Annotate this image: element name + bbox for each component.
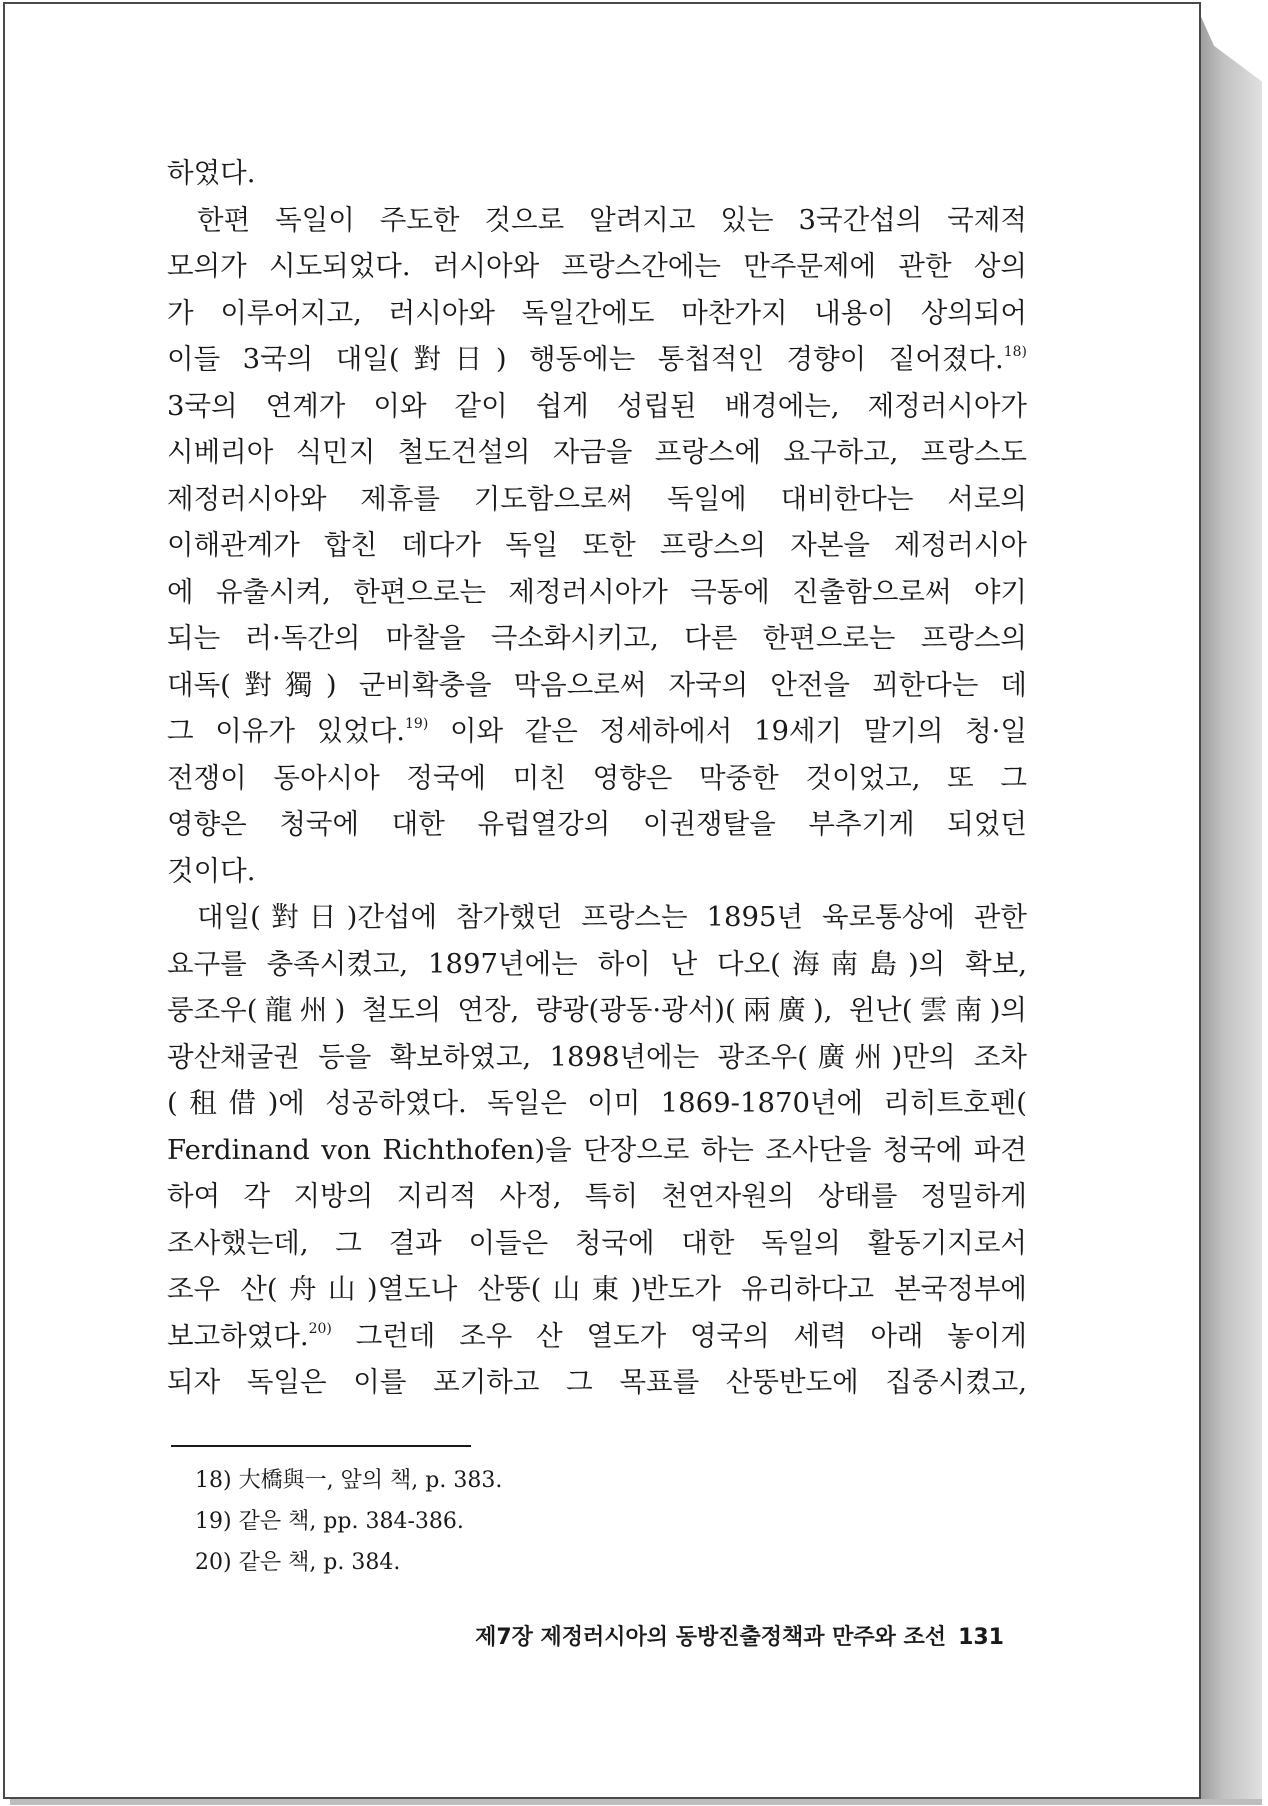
text-segment: 이와 같은 정세하에서 19세기 말기의 청·일: [428, 715, 1027, 747]
footnote-divider: [171, 1445, 471, 1447]
text-line: 하여 각 지방의 지리적 사정, 특히 천연자원의 상태를 정밀하게: [167, 1180, 1027, 1212]
text-line: 전쟁이 동아시아 정국에 미친 영향은 막중한 것이었고, 또 그: [167, 761, 1027, 794]
text-segment: 그 이유가 있었다.: [167, 715, 406, 747]
text-line: 모의가 시도되었다. 러시아와 프랑스간에는 만주문제에 관한 상의: [167, 250, 1027, 282]
running-footer: [390, 1620, 1004, 1651]
text-line: 이해관계가 합친 데다가 독일 또한 프랑스의 자본을 제정러시아: [167, 529, 1027, 561]
footnote-19: 19) 같은 책, pp. 384-386.: [195, 1509, 464, 1534]
text-line: 광산채굴권 등을 확보하였고, 1898년에는 광조우(廣州)만의 조차: [167, 1040, 1027, 1073]
text-line: 룽조우(龍州) 철도의 연장, 량광(광동·광서)(兩廣), 윈난(雲南)의: [167, 994, 1027, 1026]
text-line: 대독(對獨) 군비확충을 막음으로써 자국의 안전을 꾀한다는 데: [167, 668, 1027, 701]
text-line: [167, 336, 1027, 383]
text-segment: 보고하였다.: [167, 1319, 309, 1352]
text-segment: 이들 3국의 대일(對日) 행동에는 통첩적인 경향이 짙어졌다.: [167, 343, 1004, 375]
text-line: 제정러시아와 제휴를 기도함으로써 독일에 대비한다는 서로의: [167, 482, 1027, 515]
text-line: 되는 러·독간의 마찰을 극소화시키고, 다른 한편으로는 프랑스의: [167, 622, 1027, 654]
text-line: Ferdinand von Richthofen)을 단장으로 하는 조사단을 청국에 파견: [167, 1133, 1027, 1166]
footnote-ref-20: 20): [308, 1320, 332, 1337]
text-line: [167, 1313, 1027, 1360]
text-line: 하였다.: [167, 157, 256, 189]
footnotes: [195, 1460, 502, 1583]
text-line: 요구를 충족시켰고, 1897년에는 하이 난 다오(海南島)의 확보,: [167, 947, 1027, 980]
text-segment: 그런데 조우 산 열도가 영국의 세력 아래 놓이게: [331, 1319, 1027, 1352]
footnote-ref-18: 18): [1003, 344, 1027, 360]
text-line: 되자 독일은 이를 포기하고 그 목표를 산뚱반도에 집중시켰고,: [167, 1366, 1027, 1398]
page-number: 131: [958, 1625, 1004, 1650]
text-line: 한편 독일이 주도한 것으로 알려지고 있는 3국간섭의 국제적: [197, 203, 1027, 236]
text-line: 가 이루어지고, 러시아와 독일간에도 마찬가지 내용이 상의되어: [167, 296, 1027, 329]
text-line: 시베리아 식민지 철도건설의 자금을 프랑스에 요구하고, 프랑스도: [167, 436, 1027, 468]
text-line: [167, 708, 1027, 755]
text-line: 에 유출시켜, 한편으로는 제정러시아가 극동에 진출함으로써 야기: [167, 575, 1027, 608]
footnote-20: 20) 같은 책, p. 384.: [195, 1550, 401, 1575]
page-bottom-shadow: [10, 1799, 1262, 1805]
footnote-18: 18) 大橋與一, 앞의 책, p. 383.: [195, 1468, 503, 1493]
text-line: 3국의 연계가 이와 같이 쉽게 성립된 배경에는, 제정러시아가: [167, 389, 1027, 422]
body-text: [167, 150, 1027, 1406]
text-line: 것이다.: [167, 854, 256, 887]
text-line: (租借)에 성공하였다. 독일은 이미 1869-1870년에 리히트호펜(: [167, 1087, 1027, 1119]
chapter-title: 제7장 제정러시아의 동방진출정책과 만주와 조선: [475, 1625, 947, 1650]
text-line: 조우 산(舟山)열도나 산뚱(山東)반도가 유리하다고 본국정부에: [167, 1273, 1027, 1305]
text-line: 대일(對日)간섭에 참가했던 프랑스는 1895년 육로통상에 관한: [197, 901, 1027, 933]
page-edge-shadow: [1198, 10, 1262, 1800]
text-line: 조사했는데, 그 결과 이들은 청국에 대한 독일의 활동기지로서: [167, 1226, 1027, 1259]
footnote-ref-19: 19): [405, 716, 429, 732]
text-line: 영향은 청국에 대한 유럽열강의 이권쟁탈을 부추기게 되었던: [167, 808, 1027, 840]
